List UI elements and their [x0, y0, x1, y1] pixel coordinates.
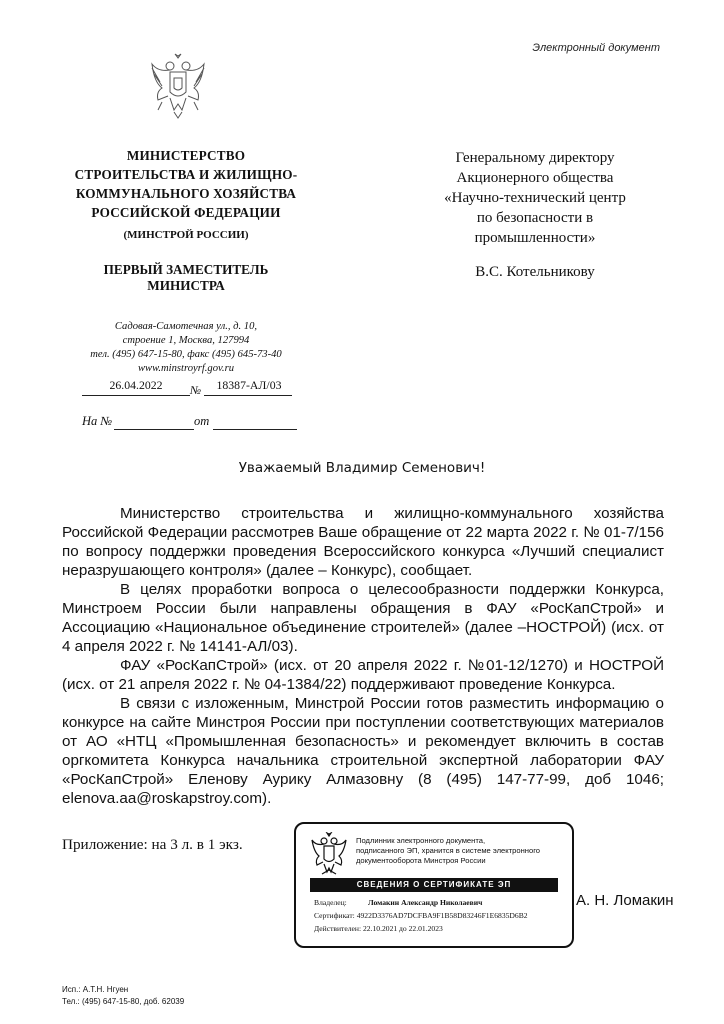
registration-line: [82, 378, 294, 400]
ministry-line: МИНИСТЕРСТВО: [126, 148, 246, 163]
executor-line: Исп.: А.Т.Н. Нгуен: [62, 985, 129, 994]
stamp-header-line: Подлинник электронного документа,: [356, 836, 486, 845]
certificate-row: [314, 911, 528, 920]
ministry-line: КОММУНАЛЬНОГО ХОЗЯЙСТВА: [75, 186, 297, 201]
date-underline: [82, 395, 190, 396]
registration-date: 26.04.2022: [109, 378, 163, 392]
owner-label: Владелец:: [314, 898, 347, 907]
stamp-header-line: документооборота Минстроя России: [356, 856, 486, 865]
reference-prefix: На №: [82, 414, 113, 428]
signer-name: А. Н. Ломакин: [576, 892, 674, 909]
address-line: www.minstroyrf.gov.ru: [137, 363, 235, 374]
reference-number-blank: [114, 429, 194, 430]
recipient-line: «Научно-технический центр: [444, 190, 626, 206]
validity-value: 22.10.2021 до 22.01.2023: [362, 924, 443, 933]
coat-of-arms-icon: [148, 52, 208, 120]
position-line: ПЕРВЫЙ ЗАМЕСТИТЕЛЬ: [103, 262, 269, 277]
recipient-line: промышленности»: [474, 230, 596, 246]
recipient-block: [420, 148, 650, 248]
recipient-line: Генеральному директору: [455, 150, 615, 166]
owner-value: Ломакин Александр Николаевич: [368, 898, 483, 907]
letter-body: [62, 504, 664, 808]
paragraph: В целях проработки вопроса о целесообразности поддержки Конкурса, Минстроем России были направлены обращения в ФАУ «РосКапСтрой» и Ассоциацию «Национальное объединение строителей» (далее –НОСТРОЙ) (исх. от 4 апреля 2022 г. № 14141-АЛ/03).: [62, 581, 664, 655]
owner-row: [314, 898, 482, 907]
position-line: МИНИСТРА: [147, 278, 225, 293]
certificate-label: Сертификат:: [314, 911, 355, 920]
paragraph: В связи с изложенным, Минстрой России готов разместить информацию о конкурсе на сайте Минстроя России при поступлении соответствующих материалов от АО «НТЦ «Промышленная безопасность» и рекомендует включить в состав оргкомитета Конкурса начальника строительной экспертной лаборатории ФАУ «РосКапСтрой» Еленову Аурику Алмазовну (8 (495) 147-77-99, доб 1046; elenova.aa@roskapstroy.com).: [62, 695, 664, 807]
reference-from: от: [194, 414, 210, 428]
paragraph: ФАУ «РосКапСтрой» (исх. от 20 апреля 2022 г. №01-12/1270) и НОСТРОЙ (исх. от 21 апреля 2022 г. № 04-1384/22) поддерживают проведение Конкурса.: [62, 657, 664, 693]
paragraph: Министерство строительства и жилищно-коммунального хозяйства Российской Федерации рассмотрев Ваше обращение от 22 марта 2022 г. № 01-7/156 по вопросу поддержки проведения Всероссийского конкурса «Лучший специалист неразрушающего контроля» (далее – Конкурс), сообщает.: [62, 505, 664, 579]
sender-address: [60, 320, 312, 376]
recipient-line: по безопасности в: [476, 210, 594, 226]
reference-date-blank: [213, 429, 297, 430]
electronic-signature-stamp: [294, 822, 574, 948]
stamp-header-line: подписанного ЭП, хранится в системе электронного: [356, 846, 541, 855]
address-line: Садовая-Самотечная ул., д. 10,: [114, 321, 258, 332]
ministry-name: [60, 146, 312, 222]
ministry-line: СТРОИТЕЛЬСТВА И ЖИЛИЩНО-: [74, 167, 298, 182]
sender-position: [60, 262, 312, 294]
address-line: тел. (495) 647-15-80, факс (495) 645-73-40: [90, 349, 282, 360]
executor-info: [62, 984, 184, 1008]
address-line: строение 1, Москва, 127994: [122, 335, 250, 346]
salutation: Уважаемый Владимир Семенович!: [238, 460, 486, 476]
recipient-line: Акционерного общества: [456, 170, 614, 186]
ministry-line: РОССИЙСКОЙ ФЕДЕРАЦИИ: [91, 205, 281, 220]
number-sign: №: [190, 383, 202, 397]
recipient-name: В.С. Котельникову: [475, 264, 595, 280]
executor-phone: Тел.: (495) 647-15-80, доб. 62039: [62, 997, 185, 1006]
validity-row: [314, 924, 443, 933]
reference-line: [82, 414, 302, 434]
attachment-note: Приложение: на 3 л. в 1 экз.: [62, 836, 243, 853]
certificate-value: 4922D3376AD7DCFBA9F1B58D83246F1E6835D6B2: [356, 911, 528, 920]
certificate-title-bar: СВЕДЕНИЯ О СЕРТИФИКАТЕ ЭП: [310, 878, 558, 892]
ministry-short-name: (МИНСТРОЙ РОССИИ): [123, 229, 249, 241]
electronic-document-label: Электронный документ: [532, 42, 660, 54]
registration-number: 18387-АЛ/03: [216, 378, 282, 392]
validity-label: Действителен:: [314, 924, 362, 933]
stamp-header: [356, 836, 566, 866]
number-underline: [204, 395, 292, 396]
emblem-icon: [310, 832, 348, 878]
